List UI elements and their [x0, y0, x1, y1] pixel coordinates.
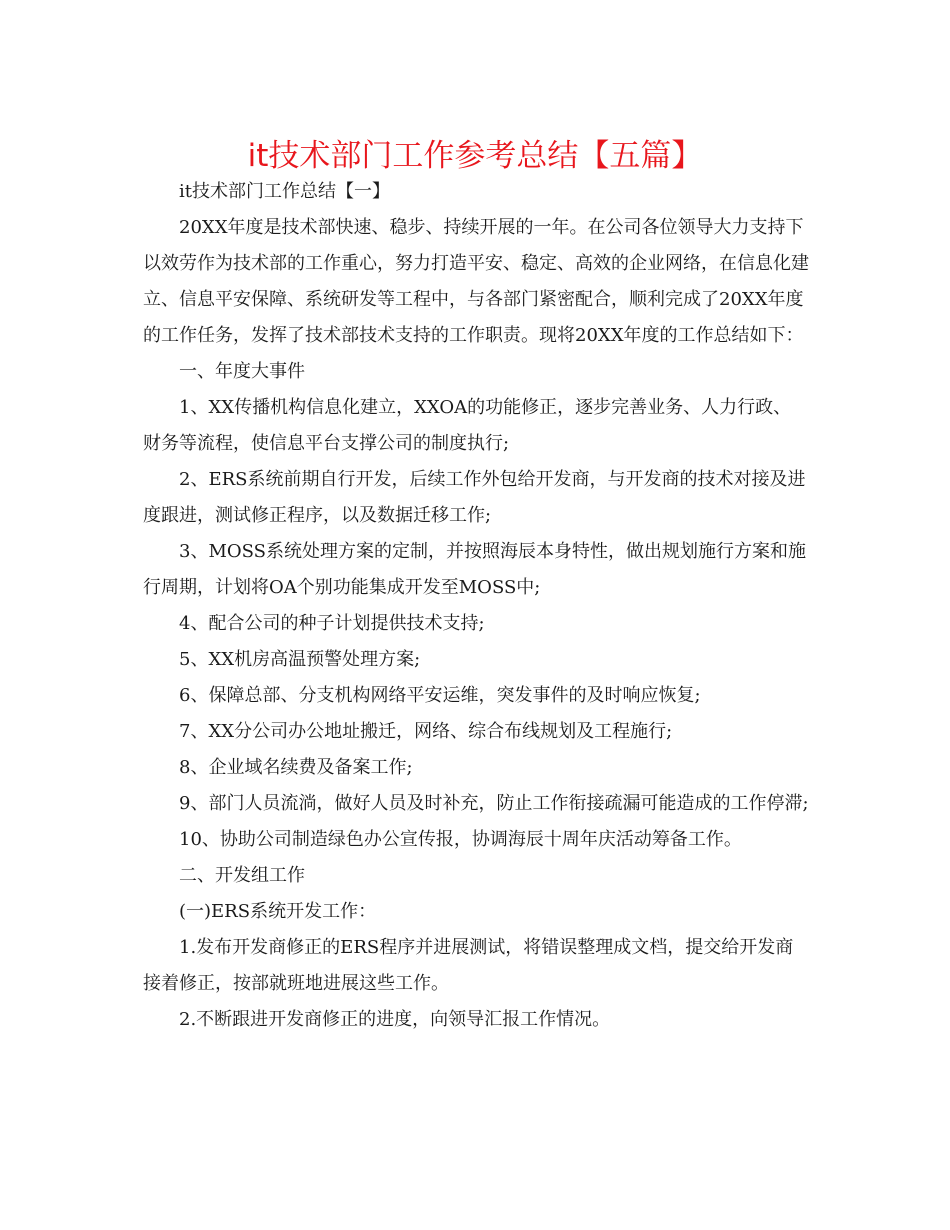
list-item: 6、保障总部、分支机构网络平安运维，突发事件的及时响应恢复; [179, 685, 701, 706]
subsection-heading: (一)ERS系统开发工作： [179, 901, 377, 922]
list-item: 3、MOSS系统处理方案的定制，并按照海辰本身特性，做出规划施行方案和施行周期，计划将OA个别功能集成开发至MOSS中; [143, 541, 806, 598]
list-item: 7、XX分公司办公地址搬迁，网络、综合布线规划及工程施行; [179, 721, 673, 742]
list-item: 8、企业域名续费及备案工作; [179, 757, 413, 778]
list-item: 5、XX机房高温预警处理方案; [179, 649, 421, 670]
document-title: it技术部门工作参考总结【五篇】 [247, 138, 703, 174]
list-item: 2、ERS系统前期自行开发，后续工作外包给开发商，与开发商的技术对接及进度跟进，测试修正程序，以及数据迁移工作; [143, 469, 806, 526]
subsection-heading: 一、年度大事件 [179, 361, 305, 382]
list-item: 9、部门人员流淌，做好人员及时补充，防止工作衔接疏漏可能造成的工作停滞; [179, 793, 809, 814]
paragraph: 20XX年度是技术部快速、稳步、持续开展的一年。在公司各位领导大力支持下以效劳作为技术部的工作重心，努力打造平安、稳定、高效的企业网络，在信息化建立、信息平安保障、系统研发等工程中，与各部门紧密配合，顺利完成了20XX年度的工作任务，发挥了技术部技术支持的工作职责。现将20XX年度的工作总结如下： [143, 217, 809, 346]
list-item: 1.发布开发商修正的ERS程序并进展测试，将错误整理成文档，提交给开发商接着修正，按部就班地进展这些工作。 [143, 937, 794, 994]
list-item: 2.不断跟进开发商修正的进度，向领导汇报工作情况。 [179, 1009, 611, 1030]
subsection-heading: 二、开发组工作 [179, 865, 305, 886]
list-item: 1、XX传播机构信息化建立，XXOA的功能修正，逐步完善业务、人力行政、财务等流程，使信息平台支撑公司的制度执行; [143, 397, 792, 454]
document-body [143, 174, 809, 1038]
list-item: 10、协助公司制造绿色办公宣传报，协调海辰十周年庆活动筹备工作。 [179, 829, 742, 850]
section-heading: it技术部门工作总结【一】 [179, 181, 390, 202]
list-item: 4、配合公司的种子计划提供技术支持; [179, 613, 485, 634]
